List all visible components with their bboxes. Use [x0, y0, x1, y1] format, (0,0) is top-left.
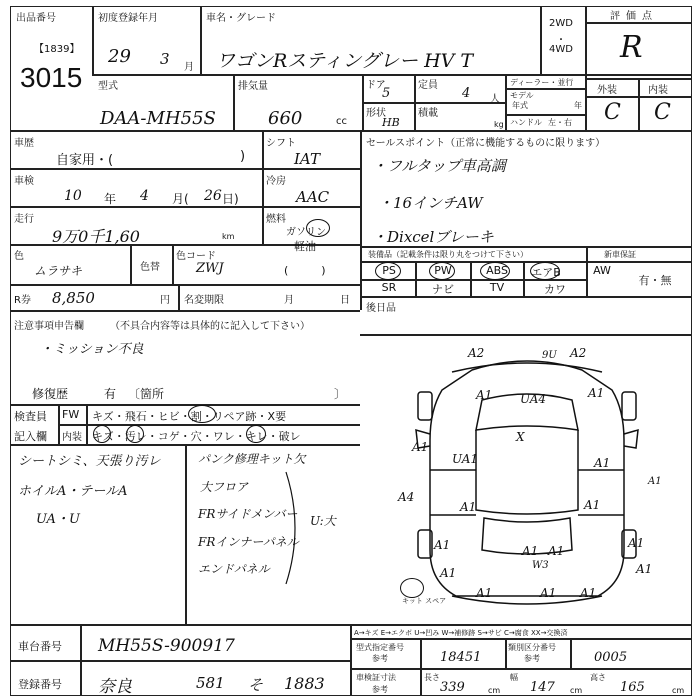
- mileage-unit: km: [222, 232, 235, 241]
- rule: [540, 6, 542, 74]
- equip-pw-circle: [429, 262, 455, 280]
- caution-label: 注意事項申告欄: [14, 321, 84, 332]
- spare-label: キット スペア: [402, 597, 447, 605]
- usage-label: 車歴: [14, 138, 34, 149]
- warranty-value: 有・無: [638, 274, 672, 287]
- model-label: 型式: [98, 81, 118, 92]
- equip-ps-circle: [375, 262, 401, 280]
- shape-label: 形状: [366, 108, 386, 119]
- rule: [505, 638, 507, 668]
- damage-mark-24: A1: [412, 440, 429, 454]
- fw-text: キズ・飛石・ヒビ・割・リペア跡・X要: [92, 410, 287, 423]
- width-label: 幅: [510, 673, 518, 682]
- title-change-month: 月: [284, 295, 294, 306]
- rule: [185, 444, 187, 624]
- damage-mark-14: A1: [434, 538, 451, 552]
- name-grade-value: ワゴンRスティングレー HV T: [216, 50, 474, 72]
- doors-value: 5: [382, 86, 391, 101]
- inspector-note-3: UA・U: [36, 512, 80, 527]
- equip-abs-circle: [480, 262, 510, 280]
- name-grade-label: 車名・グレード: [206, 13, 276, 24]
- damage-mark-8: UA1: [452, 452, 479, 466]
- damage-mark-7: X: [516, 430, 525, 444]
- repair-value: 有: [104, 387, 117, 401]
- damage-mark-1: A2: [468, 346, 485, 360]
- color-value: ムラサキ: [34, 264, 83, 278]
- first-reg-year: 29: [108, 46, 131, 67]
- interior-label: 内装: [648, 85, 668, 96]
- displacement-value: 660: [268, 108, 303, 129]
- aircon-value: AAC: [296, 188, 330, 206]
- type-cert-sub: 参考: [372, 654, 388, 663]
- inspector-note-6: FRサイドメンバー: [198, 507, 298, 521]
- rule: [262, 130, 264, 244]
- title-change-label: 名変期限: [184, 295, 224, 306]
- height-label: 高さ: [590, 673, 606, 682]
- rule: [570, 638, 572, 668]
- damage-mark-17: W3: [532, 560, 549, 571]
- damage-mark-22: A1: [540, 586, 557, 600]
- color-code-label: 色コード: [176, 251, 216, 262]
- drive-4wd: 4WD: [549, 44, 573, 55]
- damage-mark-9: A1: [594, 456, 611, 470]
- aircon-label: 冷房: [266, 176, 286, 187]
- fuel-label: 燃料: [266, 214, 286, 225]
- rule: [350, 624, 352, 696]
- caution-value: ・ミッション不良: [40, 342, 144, 357]
- equip-pw: PW: [434, 264, 452, 277]
- fuel-gas-circle: [306, 219, 330, 237]
- exterior-label: 外装: [597, 85, 617, 96]
- damage-mark-13: A1: [648, 476, 662, 487]
- inspection-day: 26: [204, 188, 222, 204]
- chassis-value: MH55S-900917: [98, 636, 235, 656]
- load-label: 積載: [418, 108, 438, 119]
- drive-dot: ・: [556, 35, 566, 46]
- rule: [86, 404, 88, 444]
- rule: [10, 310, 360, 312]
- damage-mark-5: UA4: [520, 392, 547, 406]
- category-value: 0005: [594, 650, 628, 665]
- model-year-unit: 年: [574, 101, 582, 110]
- doors-label: ドア: [366, 80, 386, 91]
- interior-crack-circle: [246, 425, 266, 443]
- equip-airbag: エアB: [531, 266, 561, 279]
- fuel-paren: ( ): [284, 264, 326, 277]
- damage-mark-12: A4: [398, 490, 415, 504]
- mileage-value: 9万0千1,60: [52, 227, 140, 246]
- rule: [585, 22, 692, 24]
- type-cert-label: 型式指定番号: [356, 643, 404, 652]
- inspector-note-4: パンク修理キット欠: [198, 452, 306, 466]
- height-unit: cm: [672, 686, 685, 695]
- equip-aw: AW: [593, 264, 611, 277]
- inspector-note-8: エンドパネル: [198, 562, 270, 576]
- shift-value: IAT: [294, 150, 320, 168]
- width-value: 147: [530, 680, 555, 695]
- lot-number: 3015: [20, 62, 83, 93]
- model-value: DAA-MH55S: [100, 108, 216, 129]
- damage-mark-11: A1: [584, 498, 601, 512]
- inspection-label: 車検: [14, 176, 34, 187]
- interior-scratch-circle: [93, 425, 111, 443]
- first-reg-month-suffix: 月: [184, 62, 194, 73]
- rule: [505, 74, 507, 130]
- height-value: 165: [620, 680, 645, 695]
- color-code-value: ZWJ: [196, 261, 224, 276]
- rule: [360, 334, 692, 336]
- reg-number: 1883: [284, 674, 325, 693]
- inspector-note-5: 大フロア: [200, 480, 249, 494]
- inspector-bracket: [282, 468, 312, 588]
- damage-mark-10: A1: [460, 500, 477, 514]
- size-sub: 参考: [372, 685, 388, 694]
- color-label: 色: [14, 251, 24, 262]
- color-change-label: 色替: [140, 262, 160, 273]
- capacity-label: 定員: [418, 80, 438, 91]
- type-cert-value: 18451: [440, 650, 482, 665]
- category-label: 類別区分番号: [508, 643, 556, 652]
- damage-mark-4: A1: [476, 388, 493, 402]
- first-reg-month: 3: [160, 50, 170, 68]
- inspector-note-7: FRインナーパネル: [198, 535, 299, 549]
- equip-leather: カワ: [544, 283, 566, 296]
- spare-circle: [400, 578, 424, 598]
- rule: [10, 404, 360, 406]
- handle-options: 左・右: [548, 118, 572, 127]
- rule: [350, 668, 692, 670]
- rule: [350, 638, 692, 640]
- length-label: 長さ: [424, 673, 440, 682]
- capacity-value: 4: [462, 86, 471, 101]
- caution-hint: （不具合内容等は具体的に記入して下さい）: [110, 321, 310, 332]
- inspection-month: 4: [140, 188, 149, 204]
- rule: [92, 6, 94, 74]
- rule: [233, 74, 235, 130]
- inspection-year-char: 年: [104, 192, 117, 206]
- interior-entry-label: 内装: [62, 432, 82, 443]
- inspection-day-char: 日): [222, 192, 239, 206]
- reg-class: 581: [196, 674, 225, 692]
- interior-text: キズ・汚レ・コゲ・穴・ワレ・キレ・破レ: [92, 430, 301, 443]
- drive-2wd: 2WD: [549, 18, 573, 29]
- sales-points-label: セールスポイント（正常に機能するものに限ります）: [366, 138, 606, 149]
- width-unit: cm: [570, 686, 583, 695]
- equip-abs: ABS: [486, 264, 508, 277]
- dealer-label: ディーラー・並行: [510, 78, 574, 87]
- sales-point-1: ・フルタップ車高調: [372, 157, 506, 175]
- later-items-label: 後日品: [366, 303, 396, 314]
- new-car-warranty-label: 新車保証: [604, 250, 636, 259]
- equip-airbag-circle: [530, 262, 560, 280]
- inspector-right-mark: U:大: [310, 514, 336, 528]
- score-value: R: [620, 30, 643, 65]
- capacity-unit: 人: [490, 94, 500, 105]
- lot-sub: 【1839】: [34, 44, 80, 55]
- usage-close: ): [240, 149, 246, 164]
- rule: [172, 244, 174, 284]
- equip-ps: PS: [382, 264, 396, 277]
- rule: [200, 6, 202, 74]
- shape-value: HB: [382, 116, 400, 129]
- model-year-label2: 年式: [512, 101, 528, 110]
- recycle-value: 8,850: [52, 289, 95, 307]
- damage-mark-21: A1: [476, 586, 493, 600]
- repair-place: 〔箇所: [128, 387, 165, 401]
- rule: [80, 624, 82, 696]
- reg-label: 登録番号: [18, 678, 62, 691]
- fuel-diesel: 軽油: [294, 240, 316, 253]
- handle-label: ハンドル: [510, 118, 542, 127]
- damage-mark-2: 9U: [542, 350, 557, 361]
- rule: [505, 114, 585, 116]
- damage-mark-18: A1: [628, 536, 645, 550]
- inspector-note-1: シートシミ、天張り汚レ: [18, 454, 161, 469]
- exterior-value: C: [604, 100, 621, 125]
- sales-point-2: ・16インチAW: [378, 194, 483, 212]
- length-value: 339: [440, 680, 465, 695]
- inspection-month-char: 月(: [172, 192, 189, 206]
- interior-dirt-circle: [126, 425, 144, 443]
- model-year-label: モデル: [510, 91, 534, 100]
- mileage-label: 走行: [14, 214, 34, 225]
- equipment-label: 装備品（記載条件は限り丸をつけて下さい）: [368, 250, 528, 259]
- recycle-label: R券: [14, 295, 31, 306]
- displacement-unit: cc: [336, 116, 347, 127]
- sales-point-3: ・Dixcelブレーキ: [372, 228, 494, 246]
- category-sub: 参考: [524, 654, 540, 663]
- inspector-note-2: ホイルA・テールA: [18, 484, 128, 499]
- recycle-unit: 円: [160, 295, 170, 306]
- damage-legend: A→キズ E→エクボ U→凹み W→補修跡 S→サビ C→腐食 XX→交換済: [354, 629, 568, 637]
- fw-crack-circle: [188, 405, 216, 423]
- length-unit: cm: [488, 686, 501, 695]
- inspector-label: 検査員: [14, 410, 47, 423]
- rule: [638, 78, 640, 130]
- first-reg-label: 初度登録年月: [98, 13, 158, 24]
- size-label: 車検証寸法: [356, 673, 396, 682]
- interior-value: C: [654, 100, 671, 125]
- damage-mark-19: A1: [440, 566, 457, 580]
- rule: [10, 168, 360, 170]
- usage-value: 自家用・(: [56, 153, 114, 168]
- rule: [420, 638, 422, 696]
- title-change-day: 日: [340, 295, 350, 306]
- damage-mark-6: A1: [588, 386, 605, 400]
- repair-close: 〕: [334, 387, 347, 401]
- chassis-label: 車台番号: [18, 640, 62, 653]
- damage-mark-15: A1: [522, 544, 539, 558]
- rule: [10, 284, 360, 286]
- reg-place: 奈良: [98, 677, 132, 697]
- equip-navi: ナビ: [432, 283, 454, 296]
- repair-label: 修復歴: [32, 387, 69, 401]
- entry-label: 記入欄: [14, 430, 47, 443]
- load-unit: kg: [494, 120, 504, 129]
- rule: [10, 130, 692, 132]
- rule: [585, 6, 587, 130]
- displacement-label: 排気量: [238, 81, 268, 92]
- equip-tv: TV: [489, 281, 505, 294]
- lot-label: 出品番号: [16, 13, 56, 24]
- rule: [360, 261, 692, 263]
- damage-mark-23: A1: [580, 586, 597, 600]
- damage-mark-16: A1: [548, 544, 565, 558]
- damage-mark-20: A1: [636, 562, 653, 576]
- shift-label: シフト: [266, 138, 296, 149]
- rule: [92, 74, 692, 76]
- rule: [10, 660, 350, 662]
- fw-label: FW: [62, 408, 80, 421]
- reg-kana: そ: [248, 676, 264, 694]
- inspection-year: 10: [64, 188, 82, 204]
- damage-mark-3: A2: [570, 346, 587, 360]
- rule: [178, 284, 180, 310]
- fuel-gas: ガソリン: [286, 227, 326, 238]
- rule: [130, 244, 132, 284]
- score-label: 評価点: [610, 11, 658, 22]
- equip-sr: SR: [381, 281, 397, 294]
